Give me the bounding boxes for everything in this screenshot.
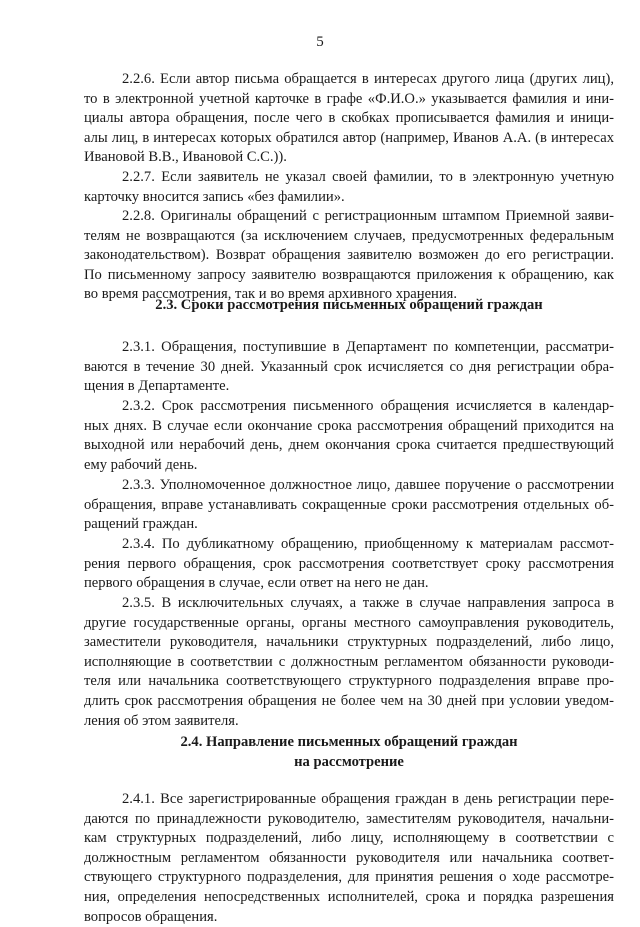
text-line: должностным регламентом обязанности руководителя или начальника соответ- xyxy=(84,849,614,866)
text-line: карточку вносится запись «без фамилии». xyxy=(84,188,345,205)
text-line: 2.2.8. Оригиналы обращений с регистрационным штампом Приемной заяви- xyxy=(122,208,614,224)
text-line: 2.3.3. Уполномоченное должностное лицо, давшее поручение о рассмотрении xyxy=(122,477,614,493)
text-line: ваются в течение 30 дней. Указанный срок исчисляется со дня регистрации обра- xyxy=(84,358,614,375)
text-line: 2.4.1. Все зарегистрированные обращения граждан в день регистрации пере- xyxy=(122,791,614,807)
text-line: 2.2.6. Если автор письма обращается в интересах другого лица (других лиц), xyxy=(122,71,614,87)
text-line: обращения, вправе устанавливать сокращенные сроки рассмотрения отдельных об- xyxy=(84,496,614,513)
text-line: то в электронной учетной карточке в графе «Ф.И.О.» указывается фамилия и ини- xyxy=(84,90,614,107)
paragraph-2-3-1 xyxy=(84,338,614,397)
text-line: во время рассмотрения, так и во время архивного хранения. xyxy=(84,286,458,303)
text-line: 2.3.2. Срок рассмотрения письменного обращения исчисляется в календар- xyxy=(122,398,614,414)
paragraph-2-3-2 xyxy=(84,397,614,475)
text-line: исполняющие в соответствии с должностным регламентом обязанности руководи- xyxy=(84,653,614,670)
text-line: рения первого обращения, срок рассмотрения соответствует сроку рассмотрения xyxy=(84,555,614,572)
paragraph-2-3-5 xyxy=(84,594,614,731)
heading-text: на рассмотрение xyxy=(294,753,404,770)
text-line: По письменному запросу заявителю возвращаются приложения к обращению, как xyxy=(84,266,614,283)
text-line: 2.2.7. Если заявитель не указал своей фамилии, то в электронную учетную xyxy=(122,169,614,185)
text-line: ления об этом заявителя. xyxy=(84,712,239,729)
section-heading-2-4 xyxy=(84,733,614,772)
text-line: даются по принадлежности руководителю, заместителям руководителя, начальни- xyxy=(84,810,614,827)
heading-text: 2.4. Направление письменных обращений граждан xyxy=(180,734,518,750)
text-line: циалы автора обращения, после чего в скобках прописывается фамилия и иници- xyxy=(84,110,614,127)
text-line: законодательством). Возврат обращения заявителю возможен до его регистрации. xyxy=(84,247,614,264)
text-line: ствующего структурного подразделения, для принятия решения о ходе рассмотре- xyxy=(84,869,614,886)
text-line: длить срок рассмотрения обращения не более чем на 30 дней при условии уведом- xyxy=(84,692,614,709)
text-line: кам структурных подразделений, либо лицу, исполняющему в соответствии с xyxy=(84,830,614,847)
paragraph-2-2-7 xyxy=(84,168,614,207)
text-line: 2.3.5. В исключительных случаях, а также в случае направления запроса в xyxy=(122,595,614,611)
paragraph-2-2-6 xyxy=(84,70,614,168)
heading-text: 2.3. Сроки рассмотрения письменных обращений граждан xyxy=(155,297,543,313)
text-line: 2.3.4. По дубликатному обращению, приобщенному к материалам рассмот- xyxy=(122,536,614,552)
section-heading-2-3 xyxy=(84,296,614,316)
text-line: ных днях. В случае если окончание срока рассмотрения обращений приходится на xyxy=(84,417,614,434)
text-line: теля или начальника соответствующего структурного подразделения вправе про- xyxy=(84,673,614,690)
text-line: выходной или нерабочий день, днем окончания срока считается предшествующий xyxy=(84,437,614,454)
text-line: Ивановой В.В., Ивановой С.С.)). xyxy=(84,149,287,166)
text-line: щения в Департаменте. xyxy=(84,378,230,395)
text-line: телям не возвращаются (за исключением случаев, предусмотренных федеральным xyxy=(84,227,614,244)
page-number: 5 xyxy=(316,34,324,50)
paragraph-2-3-4 xyxy=(84,535,614,594)
text-line: другие государственные органы, органы местного самоуправления руководитель, xyxy=(84,614,614,631)
paragraph-2-4-1 xyxy=(84,790,614,927)
text-line: 2.3.1. Обращения, поступившие в Департамент по компетенции, рассматри- xyxy=(122,339,614,355)
text-line: первого обращения в случае, если ответ на него не дан. xyxy=(84,575,429,592)
paragraph-2-3-3 xyxy=(84,476,614,535)
text-line: вопросов обращения. xyxy=(84,908,218,925)
text-line: ему рабочий день. xyxy=(84,456,198,473)
text-line: заместители руководителя, начальники структурных подразделений, либо лицо, xyxy=(84,634,614,651)
text-line: алы лиц, в интересах которых обратился автор (например, Иванов А.А. (в интересах xyxy=(84,129,614,146)
text-line: ния, определения непосредственных исполнителей, срока и порядка разрешения xyxy=(84,888,614,905)
paragraph-2-2-8 xyxy=(84,207,614,305)
text-line: ращений граждан. xyxy=(84,516,198,533)
